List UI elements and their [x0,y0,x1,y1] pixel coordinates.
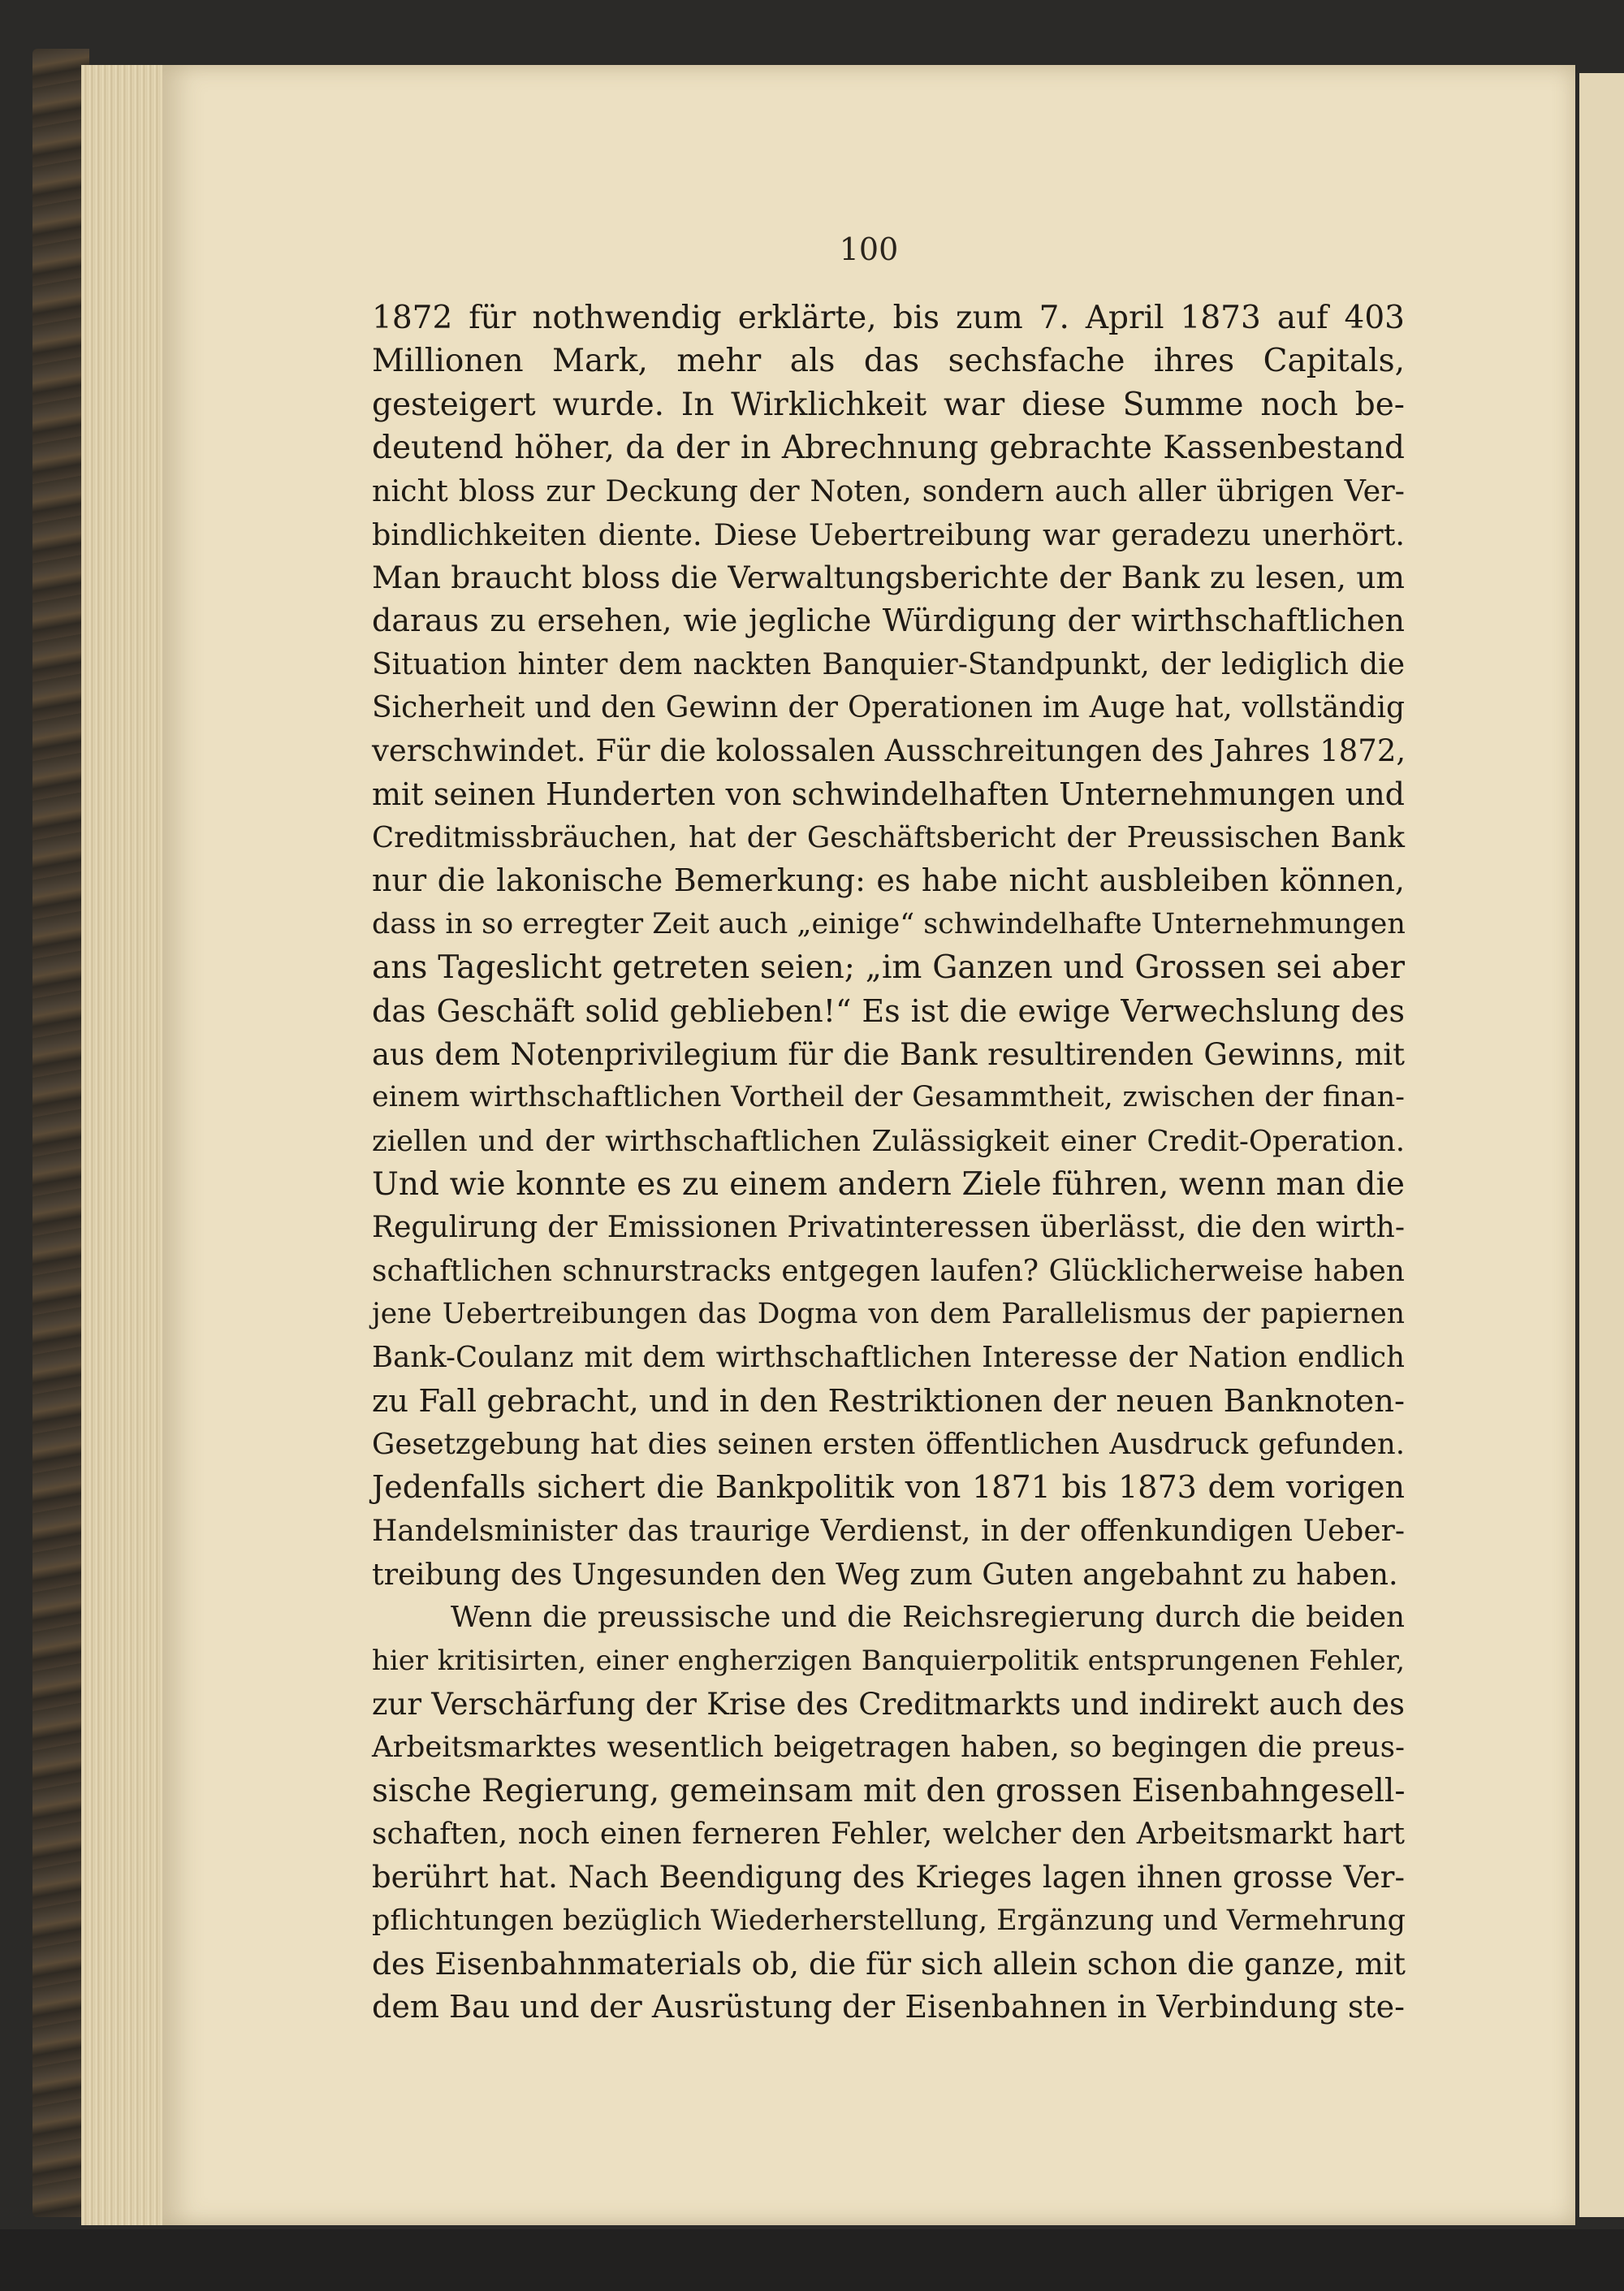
text-line: treibung des Ungesunden den Weg zum Guten angebahnt zu haben. [372,1556,1398,1592]
text-line: aus dem Notenprivilegium für die Bank resultirenden Gewinns, mit [372,1036,1405,1072]
text-line: Arbeitsmarktes wesentlich beigetragen haben, so begingen die preus- [372,1731,1405,1765]
text-line: 1872 für nothwendig erklärte, bis zum 7. April 1873 auf 403 [372,300,1405,336]
text-line: Millionen Mark, mehr als das sechsfache ihres Capitals, [372,343,1405,380]
text-line: Creditmissbräuchen, hat der Geschäftsbericht der Preussischen Bank [372,821,1405,855]
text-line: Handelsminister das traurige Verdienst, in der offenkundigen Ueber- [372,1514,1405,1548]
text-line: zu Fall gebracht, und in den Restriktionen der neuen Banknoten- [372,1382,1405,1420]
text-line: das Geschäft solid geblieben!“ Es ist die ewige Verwechslung des [372,992,1405,1029]
facing-page-edge [1579,73,1624,2217]
text-line: Und wie konnte es zu einem andern Ziele führen, wenn man die [372,1165,1405,1203]
text-line: dass in so erregter Zeit auch „einige“ schwindelhafte Unternehmungen [372,907,1406,940]
text-line: Sicherheit und den Gewinn der Operationen im Auge hat, vollständig [372,691,1405,725]
text-line: sische Regierung, gemeinsam mit den grossen Eisenbahngesell- [372,1772,1406,1809]
text-line: schaftlichen schnurstracks entgegen laufen? Glücklicherweise haben [372,1254,1405,1288]
text-line: Regulirung der Emissionen Privatinteressen überlässt, die den wirth- [372,1211,1405,1245]
text-line: gesteigert wurde. In Wirklichkeit war diese Summe noch be- [372,386,1405,423]
text-line: zur Verschärfung der Krise des Creditmarkts und indirekt auch des [372,1687,1405,1722]
text-line: ziellen und der wirthschaftlichen Zulässigkeit einer Credit-Operation. [372,1124,1405,1158]
text-line: verschwindet. Für die kolossalen Ausschreitungen des Jahres 1872, [372,733,1406,769]
text-line: des Eisenbahnmaterials ob, die für sich allein schon die ganze, mit [372,1946,1406,1982]
text-line: Wenn die preussische und die Reichsregierung durch die beiden [451,1601,1405,1635]
text-line: daraus zu ersehen, wie jegliche Würdigung der wirthschaftlichen [372,603,1405,639]
text-line: Situation hinter dem nackten Banquier-Standpunkt, der lediglich die [372,647,1405,681]
text-line: nicht bloss zur Deckung der Noten, sondern auch aller übrigen Ver- [372,473,1405,509]
text-line: dem Bau und der Ausrüstung der Eisenbahnen in Verbindung ste- [372,1989,1405,2025]
text-line: pflichtungen bezüglich Wiederherstellung, Ergänzung und Vermehrung [372,1904,1406,1937]
text-line: Gesetzgebung hat dies seinen ersten öffentlichen Ausdruck gefunden. [372,1427,1405,1461]
text-line: Man braucht bloss die Verwaltungsberichte der Bank zu lesen, um [372,560,1405,596]
scan-background [0,2229,1624,2291]
text-line: deutend höher, da der in Abrechnung gebrachte Kassenbestand [372,430,1405,467]
text-line: einem wirthschaftlichen Vortheil der Gesammtheit, zwischen der finan- [372,1081,1405,1114]
text-line: schaften, noch einen ferneren Fehler, welcher den Arbeitsmarkt hart [372,1818,1405,1852]
text-line: jene Uebertreibungen das Dogma von dem Parallelismus der papiernen [372,1297,1405,1330]
body-text [372,296,1405,2029]
page-stack-edges [81,65,171,2225]
text-line: berührt hat. Nach Beendigung des Krieges lagen ihnen grosse Ver- [372,1860,1405,1895]
text-line: Bank-Coulanz mit dem wirthschaftlichen Interesse der Nation endlich [372,1341,1405,1375]
text-line: hier kritisirten, einer engherzigen Banquierpolitik entsprungenen Fehler, [372,1644,1405,1677]
text-line: bindlichkeiten diente. Diese Uebertreibung war geradezu unerhört. [372,517,1405,552]
page-number: 100 [839,231,899,267]
text-line: mit seinen Hunderten von schwindelhaften Unternehmungen und [372,776,1405,812]
text-line: nur die lakonische Bemerkung: es habe nicht ausbleiben können, [372,862,1405,899]
text-line: ans Tageslicht getreten seien; „im Ganzen und Grossen sei aber [372,949,1405,987]
text-line: Jedenfalls sichert die Bankpolitik von 1871 bis 1873 dem vorigen [372,1469,1405,1506]
